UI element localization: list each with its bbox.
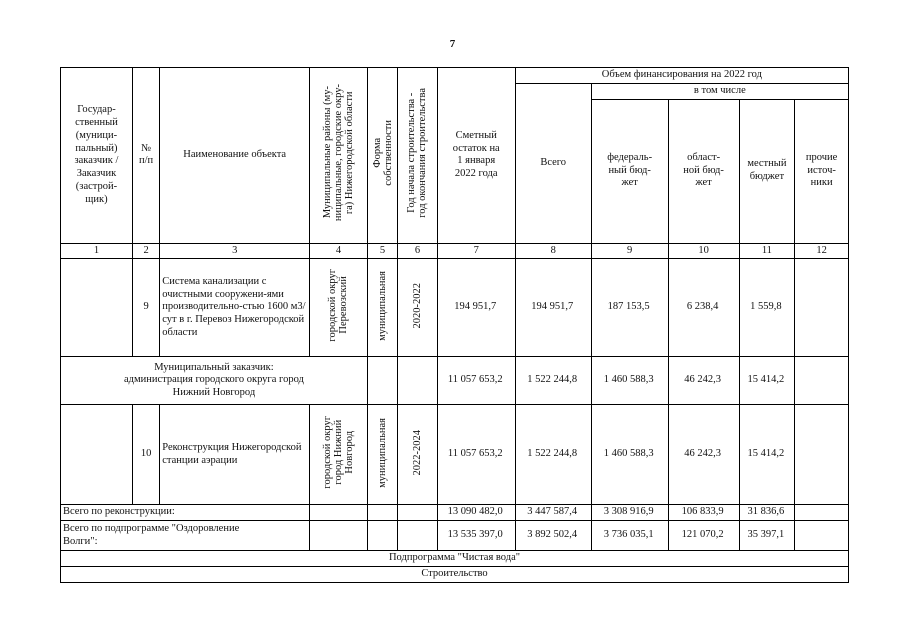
local-value: 35 397,1 [739, 521, 795, 551]
ownership-cell: муниципальная [367, 259, 397, 357]
regional-value: 46 242,3 [668, 405, 739, 505]
district-cell: городской округ город Нижний Новгород [310, 405, 368, 505]
federal-value: 1 460 588,3 [591, 357, 668, 405]
header-financing-volume: Объем финансирования на 2022 год [515, 68, 848, 84]
other-value [795, 405, 849, 505]
header-total: Всего [515, 83, 591, 243]
col-number: 1 [61, 243, 133, 259]
years-cell: 2020-2022 [398, 259, 438, 357]
total-value: 194 951,7 [515, 259, 591, 357]
header-num: № п/п [132, 68, 159, 244]
federal-value: 187 153,5 [591, 259, 668, 357]
header-including: в том числе [591, 83, 848, 99]
subprogram-title: Подпрограмма "Чистая вода" [61, 551, 849, 567]
col-number: 4 [310, 243, 368, 259]
header-federal: федераль- ный бюд- жет [591, 99, 668, 243]
customer-group-row [61, 357, 849, 405]
local-value: 15 414,2 [739, 405, 795, 505]
column-numbers-row [61, 243, 849, 259]
empty-cell [398, 357, 438, 405]
other-value [795, 505, 849, 521]
other-value [795, 259, 849, 357]
row-number: 10 [132, 405, 159, 505]
federal-value: 3 736 035,1 [591, 521, 668, 551]
total-reconstruction-label: Всего по реконструкции: [61, 505, 310, 521]
other-value [795, 521, 849, 551]
col-number: 11 [739, 243, 795, 259]
local-value: 1 559,8 [739, 259, 795, 357]
total-value: 3 447 587,4 [515, 505, 591, 521]
regional-value: 106 833,9 [668, 505, 739, 521]
customer-cell [61, 405, 133, 505]
object-name: Система канализации с очистными сооружени-ями производительно-стью 1600 м3/сут в г. Перевоз Нижегородской области [160, 259, 310, 357]
col-number: 2 [132, 243, 159, 259]
balance-value: 11 057 653,2 [437, 357, 515, 405]
total-subprogram-label: Всего по подпрограмме "Оздоровление Волги": [61, 521, 310, 551]
table-row [61, 259, 849, 357]
district-cell: городской округ Перевозский [310, 259, 368, 357]
header-object-name: Наименование объекта [160, 68, 310, 244]
federal-value: 1 460 588,3 [591, 405, 668, 505]
row-number: 9 [132, 259, 159, 357]
local-value: 31 836,6 [739, 505, 795, 521]
object-name: Реконструкция Нижегородской станции аэрации [160, 405, 310, 505]
header-other: прочие источ- ники [795, 99, 849, 243]
header-local: местный бюджет [739, 99, 795, 243]
col-number: 12 [795, 243, 849, 259]
empty-cell [398, 521, 438, 551]
customer-group-label: Муниципальный заказчик: администрация городского округа город Нижний Новгород [61, 357, 368, 405]
col-number: 3 [160, 243, 310, 259]
other-value [795, 357, 849, 405]
local-value: 15 414,2 [739, 357, 795, 405]
empty-cell [398, 505, 438, 521]
empty-cell [367, 505, 397, 521]
empty-cell [367, 357, 397, 405]
col-number: 7 [437, 243, 515, 259]
header-estimated-balance: Сметный остаток на 1 января 2022 года [437, 68, 515, 244]
balance-value: 13 535 397,0 [437, 521, 515, 551]
total-value: 1 522 244,8 [515, 357, 591, 405]
header-regional: област- ной бюд- жет [668, 99, 739, 243]
federal-value: 3 308 916,9 [591, 505, 668, 521]
table-row [61, 405, 849, 505]
total-value: 1 522 244,8 [515, 405, 591, 505]
balance-value: 11 057 653,2 [437, 405, 515, 505]
empty-cell [310, 521, 368, 551]
col-number: 9 [591, 243, 668, 259]
empty-cell [367, 521, 397, 551]
header-customer: Государ- ственный (муници- пальный) заказчик / Заказчик (застрой- щик) [61, 68, 133, 244]
empty-cell [310, 505, 368, 521]
section-title: Строительство [61, 566, 849, 582]
col-number: 6 [398, 243, 438, 259]
total-subprogram-row [61, 521, 849, 551]
balance-value: 194 951,7 [437, 259, 515, 357]
financing-table [60, 67, 849, 583]
header-districts: Муниципальные районы (му- ниципальные, городские окру- га) Нижегородской области [310, 68, 368, 244]
balance-value: 13 090 482,0 [437, 505, 515, 521]
col-number: 10 [668, 243, 739, 259]
total-value: 3 892 502,4 [515, 521, 591, 551]
total-reconstruction-row [61, 505, 849, 521]
col-number: 5 [367, 243, 397, 259]
customer-cell [61, 259, 133, 357]
header-years: Год начала строительства - год окончания строительства [398, 68, 438, 244]
regional-value: 6 238,4 [668, 259, 739, 357]
page-number: 7 [449, 38, 456, 50]
years-cell: 2022-2024 [398, 405, 438, 505]
regional-value: 121 070,2 [668, 521, 739, 551]
ownership-cell: муниципальная [367, 405, 397, 505]
header-ownership: Форма собственности [367, 68, 397, 244]
col-number: 8 [515, 243, 591, 259]
regional-value: 46 242,3 [668, 357, 739, 405]
